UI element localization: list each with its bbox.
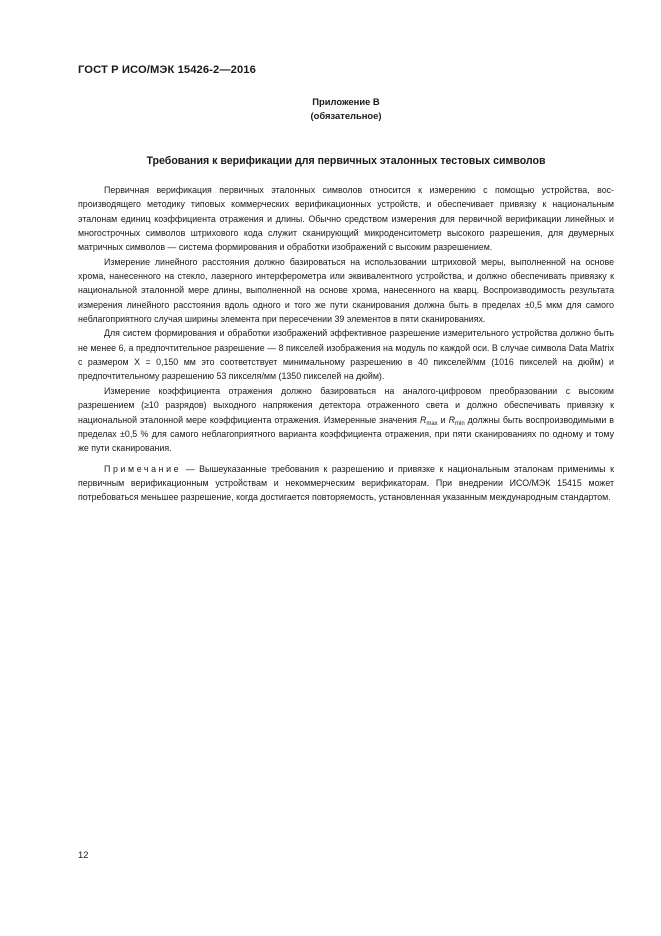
appendix-label: Приложение В <box>312 96 380 107</box>
note-paragraph <box>78 462 614 505</box>
reflectance-text-1: Измерение коэффициента отражения должно базироваться на аналого-цифровом преобразовании с высоким разрешением (≥10 разрядов) выходного напряжения детектора отраженного света и должно обеспечивать привязку к национальной эталонной мере коэффициента отражения. Измеренные значения <box>78 385 614 425</box>
standard-header: ГОСТ Р ИСО/МЭК 15426-2—2016 <box>78 64 256 76</box>
appendix-status: (обязательное) <box>310 109 382 121</box>
paragraph-imaging-resolution: Для систем формирования и обработки изображений эффективное разрешение измерительного устройства должно быть не менее 6, а предпочтительное разрешение — 8 пикселей изображения на модуль по каждой оси. В случае символа Data Matrix с размером X = 0,150 мм это соответствует минимальному разрешению в 40 пикселей/мм (1016 пикселей на дюйм) и предпочтительному разрешению 53 пикселя/мм (1350 пикселей на дюйм). <box>78 328 614 382</box>
rmax-symbol: R <box>419 414 427 425</box>
rmin-subscript: min <box>454 420 465 427</box>
page-number: 12 <box>78 849 89 860</box>
section-title: Требования к верификации для первичных эталонных тестовых символов <box>146 155 546 167</box>
paragraph-reflectance <box>78 384 614 456</box>
rmin-symbol: R <box>448 414 455 425</box>
body-text <box>78 183 614 505</box>
note-label: Примечание <box>104 463 182 474</box>
appendix-heading <box>0 95 661 122</box>
reflectance-and: и <box>437 414 449 425</box>
reflectance-text-2: должны быть воспроизводимыми в пределах ±0,5 % для самого неблагоприятного варианта коэффициента отражения, при пяти сканированиях по одному и тому же пути сканирования. <box>78 414 615 454</box>
rmax-subscript: max <box>426 420 438 427</box>
paragraph-primary-verification: Первичная верификация первичных эталонных символов относится к измерению с помощью устройства, воспроизводящего методику типовых коммерческих верификационных устройств, и обеспечивает привязку к национальным эталонам единиц коэффициента отражения и длины. Обычно средством измерения для первичной верификации линейных и многострочных символов штрихового кода служит сканирующий микроденситометр высокого разрешения, для двумерных матричных символов — система формирования и обработки изображений с высоким разрешением. <box>78 185 614 253</box>
paragraph-linear-distance: Измерение линейного расстояния должно базироваться на использовании штриховой меры, выполненной на основе хрома, нанесенного на стекло, лазерного интерферометра или эквивалентного устройства, и должно обеспечивать привязку к национальной эталонной мере длины, выполненной на основе хрома, нанесенного на кварц. Воспроизводимость результата измерения линейного расстояния вдоль одного и того же пути сканирования должна быть в пределах ±0,5 мкм для самого неблагоприятного случая ширины элемента при пересечении 39 элементов в пяти сканированиях. <box>78 256 614 325</box>
note-text: — Вышеуказанные требования к разрешению и привязке к национальным эталонам применимы к первичным верификационным устройствам и некоммерческим верификаторам. При внедрении ИСО/МЭК 15415 может потребоваться меньшее разрешение, когда достигается повторяемость, установленная указанным международным стандартом. <box>78 463 614 503</box>
